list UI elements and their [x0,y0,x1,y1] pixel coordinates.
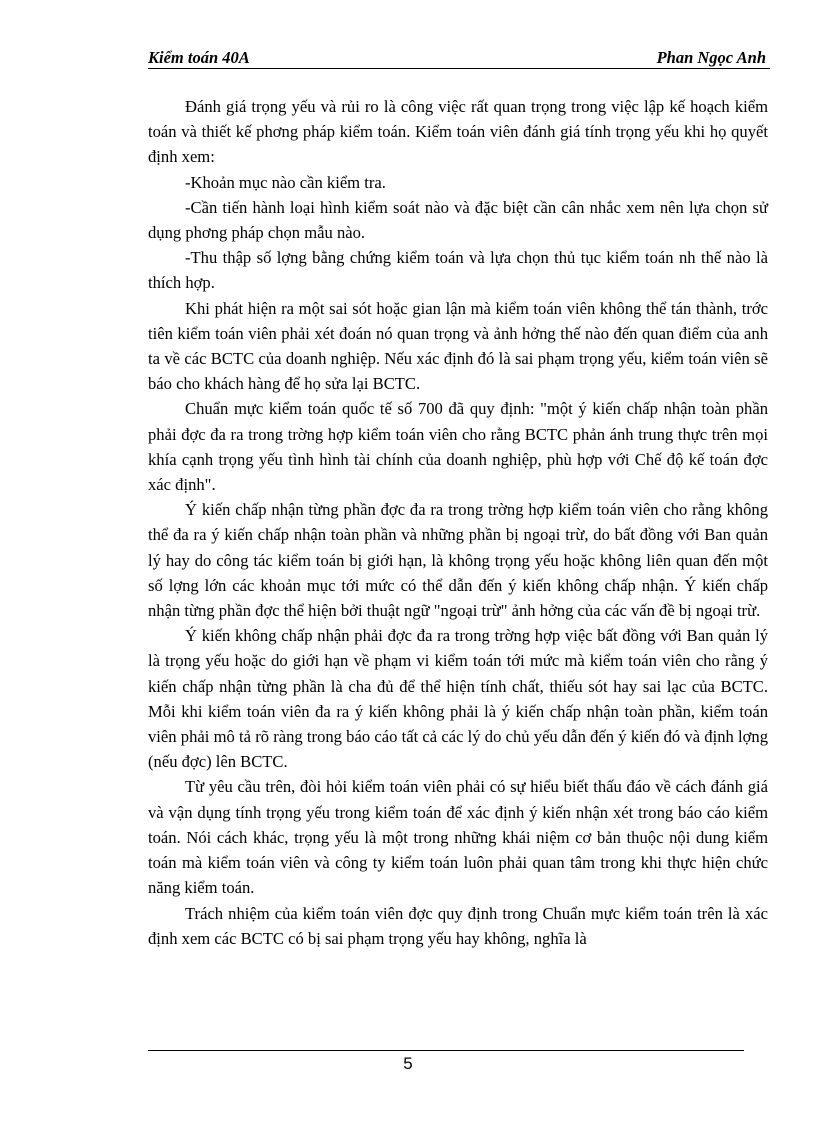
paragraph: Từ yêu cầu trên, đòi hỏi kiểm toán viên phải có sự hiểu biết thấu đáo về cách đánh giá và vận dụng tính trọng yếu trong kiểm toán để xác định ý kiến nhận xét trong báo cáo kiểm toán. Nói cách khác, trọng yếu là một trong những khái niệm cơ bản thuộc nội dung kiểm toán mà kiểm toán viên và công ty kiểm toán luôn phải quan tâm trong khi thực hiện chức năng kiểm toán. [148,777,768,898]
footer-divider [148,1050,744,1051]
page-header [148,48,770,69]
paragraph: Trách nhiệm của kiểm toán viên đợc quy định trong Chuẩn mực kiểm toán trên là xác định xem các BCTC có bị sai phạm trọng yếu hay không, nghĩa là [148,903,768,948]
header-course: Kiểm toán 40A [148,48,250,67]
page-number: 5 [403,1054,413,1073]
paragraph: -Thu thập số lợng bằng chứng kiểm toán và lựa chọn thủ tục kiểm toán nh thế nào là thích hợp. [148,248,768,293]
paragraph: Khi phát hiện ra một sai sót hoặc gian lận mà kiểm toán viên không thể tán thành, trớc tiên kiểm toán viên phải xét đoán nó quan trọng và ảnh hởng thế nào đến quan điểm của anh ta về các BCTC của doanh nghiệp. Nếu xác định đó là sai phạm trọng yếu, kiểm toán viên sẽ báo cho khách hàng để họ sửa lại BCTC. [148,298,768,394]
paragraph: Ý kiến chấp nhận từng phần đợc đa ra trong trờng hợp kiểm toán viên cho rằng không thể đa ra ý kiến chấp nhận toàn phần và những phần bị ngoại trừ, do bất đồng với Ban quản lý hay do công tác kiểm toán bị giới hạn, là không trọng yếu hoặc không liên quan đến một số lợng lớn các khoản mục tới mức có thể dẫn đến ý kiến không chấp nhận. Ý kiến chấp nhận từng phần đợc thể hiện bởi thuật ngữ "ngoại trừ" ảnh hởng của các vấn đề bị ngoại trừ. [148,500,768,621]
body-text [148,94,768,951]
paragraph: Đánh giá trọng yếu và rủi ro là công việc rất quan trọng trong việc lập kế hoạch kiểm toán và thiết kế phơng pháp kiểm toán. Kiểm toán viên đánh giá tính trọng yếu khi họ quyết định xem: [148,97,768,167]
paragraph: -Cần tiến hành loại hình kiểm soát nào và đặc biệt cần cân nhắc xem nên lựa chọn sử dụng phơng pháp chọn mẫu nào. [148,197,768,243]
header-author: Phan Ngọc Anh [656,48,766,67]
paragraph: Ý kiến không chấp nhận phải đợc đa ra trong trờng hợp việc bất đồng với Ban quản lý là trọng yếu hoặc do giới hạn về phạm vi kiểm toán tới mức mà kiểm toán viên cho rằng ý kiến chấp nhận từng phần là cha đủ để thể hiện tính chất, thiếu sót hay sai lạc của BCTC. Mỗi khi kiểm toán viên đa ra ý kiến không phải là ý kiến chấp nhận toàn phần, kiểm toán viên phải mô tả rõ ràng trong báo cáo tất cả các lý do chủ yếu dẫn đến ý kiến đó và định lợng (nếu đợc) lên BCTC. [148,626,768,772]
paragraph: -Khoản mục nào cần kiểm tra. [185,172,386,192]
paragraph: Chuẩn mực kiểm toán quốc tế số 700 đã quy định: "một ý kiến chấp nhận toàn phần phải đợc đa ra trong trờng hợp kiểm toán viên cho rằng BCTC phản ánh trung thực trên mọi khía cạnh trọng yếu tình hình tài chính của doanh nghiệp, phù hợp với Chế độ kế toán đợc xác định". [148,399,768,495]
